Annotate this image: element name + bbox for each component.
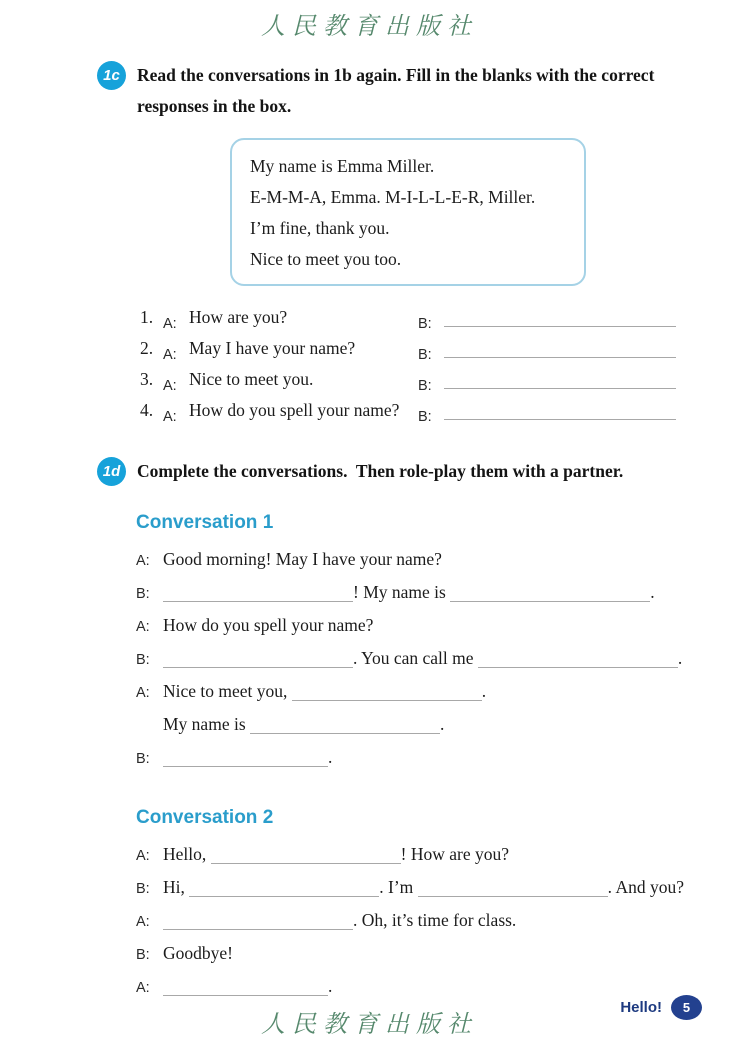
responses-box (230, 138, 586, 286)
item-number: 2. (140, 338, 154, 358)
dialogue-line (136, 871, 739, 904)
fill-blank (163, 588, 353, 602)
line-content: . (163, 970, 739, 1003)
line-content: How do you spell your name? (163, 615, 374, 635)
fill-blank (250, 720, 440, 734)
match-question (140, 395, 418, 426)
match-item (140, 395, 676, 426)
box-response-line: I’m fine, thank you. (250, 218, 390, 238)
speaker-b-label: B: (418, 347, 432, 363)
speaker-label: B: (136, 947, 150, 963)
fill-blank (292, 687, 482, 701)
conversation-lines (0, 543, 739, 774)
line-content: . Oh, it’s time for class. (163, 904, 739, 937)
unit-title-label: Hello! (620, 999, 662, 1016)
speaker-b-label: B: (418, 409, 432, 425)
match-item (140, 364, 676, 395)
match-question (140, 302, 418, 333)
dialogue-line (136, 543, 739, 576)
match-list (140, 302, 676, 426)
item-number: 4. (140, 400, 154, 420)
speaker-label: A: (136, 914, 150, 930)
dialogue-line (136, 937, 739, 970)
dialogue-line (136, 741, 739, 774)
match-answer (418, 347, 676, 364)
speaker-label: A: (136, 980, 150, 996)
question-text: How do you spell your name? (189, 400, 400, 420)
line-content: Good morning! May I have your name? (163, 549, 442, 569)
conversation (0, 807, 739, 1003)
speaker-label: B: (136, 881, 150, 897)
match-item (140, 302, 676, 333)
speaker-a-label: A: (163, 409, 177, 425)
line-content: Hi, . I’m . And you? (163, 877, 684, 897)
dialogue-line (136, 609, 739, 642)
match-question (140, 364, 418, 395)
speaker-a-label: A: (163, 316, 177, 332)
fill-blank (478, 654, 678, 668)
line-content: ! My name is . (163, 576, 739, 609)
fill-blank (211, 850, 401, 864)
dialogue-line (136, 675, 739, 708)
speaker-label: A: (136, 619, 150, 635)
conversation (0, 512, 739, 774)
speaker-label: A: (136, 553, 150, 569)
publisher-logo-top: 人民教育出版社 (261, 12, 478, 40)
answer-blank (444, 326, 676, 327)
line-content: Nice to meet you, . (163, 681, 487, 701)
conversation-lines (0, 838, 739, 1003)
match-answer (418, 316, 676, 333)
line-content: . You can call me . (163, 642, 739, 675)
question-text: How are you? (189, 307, 288, 327)
answer-blank (444, 357, 676, 358)
match-item (140, 333, 676, 364)
fill-blank (163, 982, 328, 996)
fill-blank (163, 916, 353, 930)
answer-blank (444, 388, 676, 389)
speaker-b-label: B: (418, 378, 432, 394)
speaker-label (136, 729, 163, 730)
speaker-label: B: (136, 586, 150, 602)
box-response-line: Nice to meet you too. (250, 249, 402, 269)
fill-blank (163, 753, 328, 767)
fill-blank (418, 883, 608, 897)
fill-blank (450, 588, 650, 602)
dialogue-line (136, 904, 739, 937)
section-1c-header (97, 60, 739, 122)
dialogue-line (136, 708, 739, 741)
conversation-heading: Conversation 1 (136, 512, 274, 533)
section-1c-title: Read the conversations in 1b again. Fill in the blanks with the correct responses in the box. (137, 65, 659, 116)
dialogue-line (136, 576, 739, 609)
fill-blank (189, 883, 379, 897)
publisher-logo-bottom: 人民教育出版社 (261, 1010, 478, 1038)
match-answer (418, 378, 676, 395)
speaker-label: B: (136, 652, 150, 668)
section-1d-badge: 1d (97, 457, 126, 486)
dialogue-line (136, 642, 739, 675)
conversations (0, 512, 739, 1003)
speaker-a-label: A: (163, 378, 177, 394)
section-1d-title: Complete the conversations. Then role-play them with a partner. (137, 461, 624, 481)
question-text: May I have your name? (189, 338, 356, 358)
item-number: 1. (140, 307, 154, 327)
fill-blank (163, 654, 353, 668)
page-number-badge: 5 (671, 995, 702, 1020)
box-response-line: E-M-M-A, Emma. M-I-L-L-E-R, Miller. (250, 187, 536, 207)
speaker-label: B: (136, 751, 150, 767)
speaker-b-label: B: (418, 316, 432, 332)
line-content: Hello, ! How are you? (163, 844, 509, 864)
speaker-label: A: (136, 685, 150, 701)
match-answer (418, 409, 676, 426)
question-text: Nice to meet you. (189, 369, 314, 389)
section-1d-header (97, 456, 739, 487)
line-content: Goodbye! (163, 943, 233, 963)
line-content: . (163, 741, 739, 774)
match-question (140, 333, 418, 364)
speaker-a-label: A: (163, 347, 177, 363)
item-number: 3. (140, 369, 154, 389)
answer-blank (444, 419, 676, 420)
box-response-line: My name is Emma Miller. (250, 156, 435, 176)
section-1c-badge: 1c (97, 61, 126, 90)
dialogue-line (136, 838, 739, 871)
conversation-heading: Conversation 2 (136, 807, 274, 828)
line-content: My name is . (163, 714, 445, 734)
speaker-label: A: (136, 848, 150, 864)
